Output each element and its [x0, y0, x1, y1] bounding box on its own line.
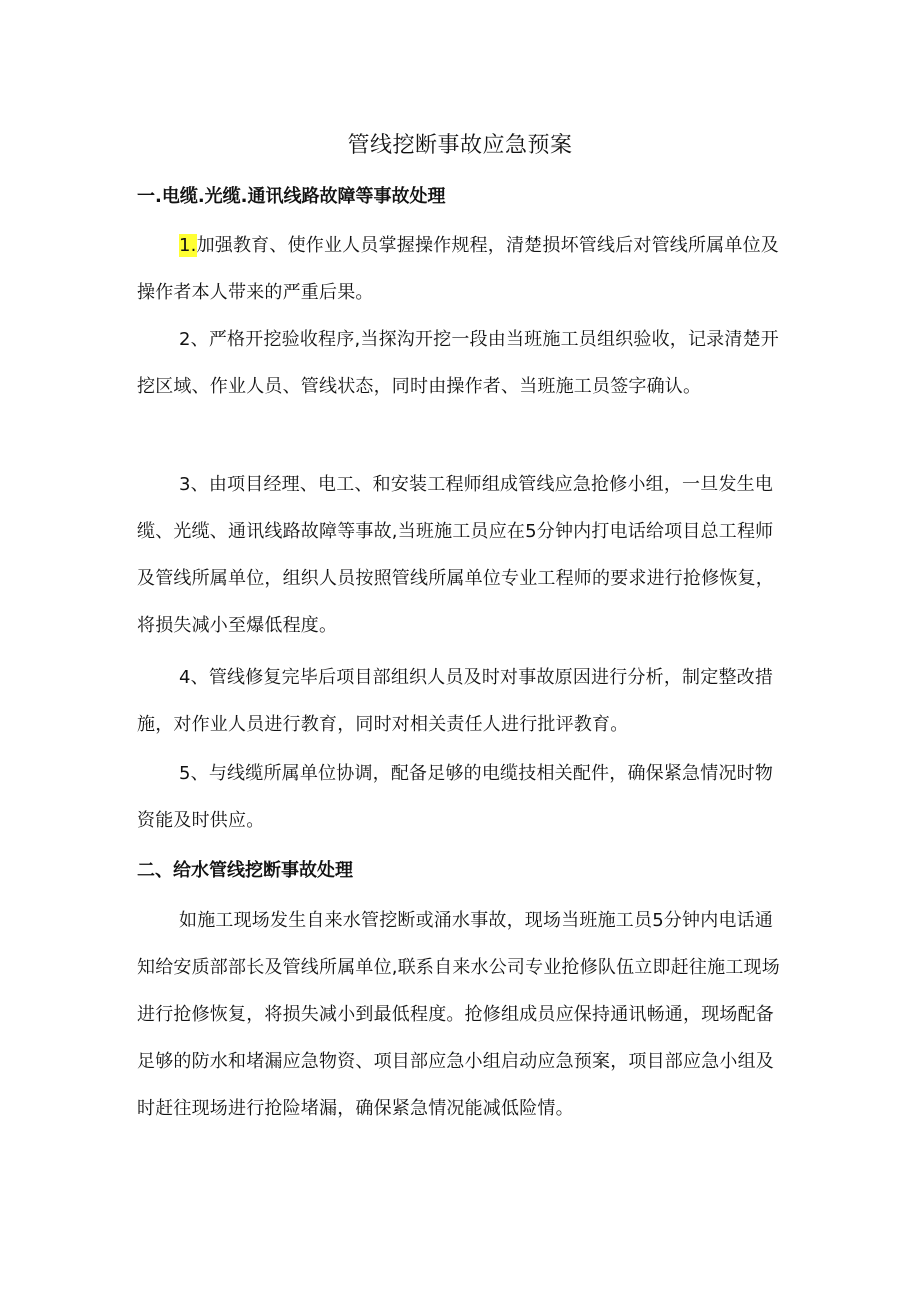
- section-1-item-1: [137, 222, 783, 316]
- section-1-heading: 一.电缆.光缆.通讯线路故障等事故处理: [137, 186, 446, 207]
- section-1-item-3: 3、由项目经理、电工、和安装工程师组成管线应急抢修小组，一旦发生电缆、光缆、通讯线路故障等事故,当班施工员应在5分钟内打电话给项目总工程师及管线所属单位，组织人员按照管线所属单位专业工程师的要求进行抢修恢复，将损失减小至爆低程度。: [137, 474, 774, 636]
- section-1-item-4: 4、管线修复完毕后项目部组织人员及时对事故原因进行分析，制定整改措施，对作业人员进行教育，同时对相关责任人进行批评教育。: [137, 667, 774, 735]
- document-title: 管线挖断事故应急预案: [347, 133, 573, 158]
- section-1-item-2: 2、严格开挖验收程序,当探沟开挖一段由当班施工员组织验收，记录清楚开挖区域、作业人员、管线状态，同时由操作者、当班施工员签字确认。: [137, 329, 779, 397]
- section-1-item-5: 5、与线缆所属单位协调，配备足够的电缆技相关配件，确保紧急情况时物资能及时供应。: [137, 763, 774, 831]
- section-2-heading: 二、给水管线挖断事故处理: [137, 860, 353, 881]
- item-1-text: 加强教育、使作业人员掌握操作规程，清楚损坏管线后对管线所属单位及操作者本人带来的严重后果。: [137, 235, 779, 303]
- section-2-paragraph: 如施工现场发生自来水管挖断或涌水事故，现场当班施工员5分钟内电话通知给安质部部长及管线所属单位,联系自来水公司专业抢修队伍立即赶往施工现场进行抢修恢复，将损失减小到最低程度。抢修组成员应保持通讯畅通，现场配备足够的防水和堵漏应急物资、项目部应急小组启动应急预案，项目部应急小组及时赶往现场进行抢险堵漏，确保紧急情况能减低险情。: [137, 910, 780, 1119]
- item-1-number: 1.: [179, 235, 197, 256]
